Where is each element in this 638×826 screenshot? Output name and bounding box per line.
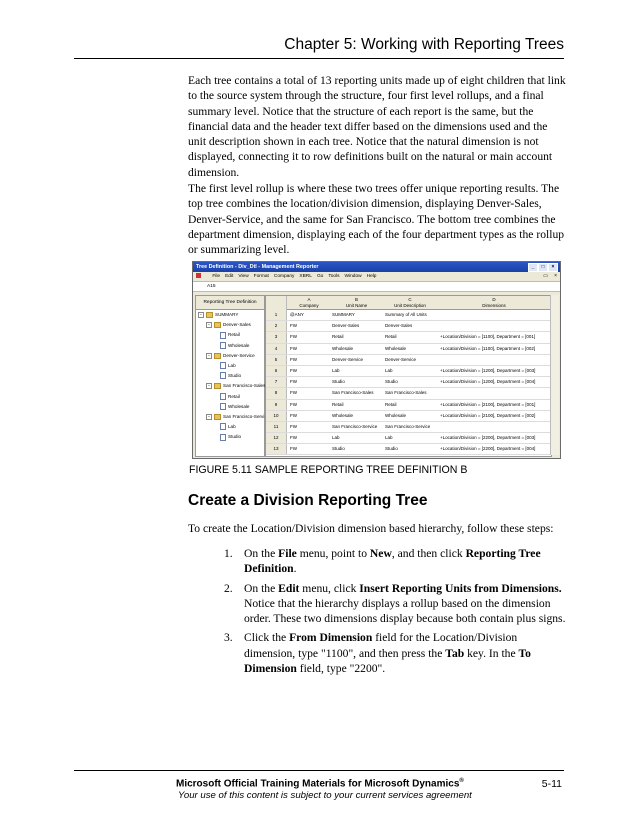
menu-item-tools[interactable]: Tools	[328, 274, 340, 279]
folder-icon	[214, 414, 221, 420]
step-text: On the	[244, 547, 279, 560]
vertical-scrollbar[interactable]	[550, 295, 559, 455]
table-cell[interactable]: Denver-Sales	[385, 323, 413, 329]
tree-node-label: Retail	[228, 393, 240, 399]
table-row[interactable]	[266, 344, 551, 355]
step-text: Click the	[244, 631, 290, 645]
table-cell[interactable]: Summary of All Units	[385, 312, 427, 317]
table-cell[interactable]: FW	[290, 435, 297, 441]
menu-item-file[interactable]: File	[212, 274, 221, 279]
table-row[interactable]	[266, 388, 551, 399]
row-number: 5	[266, 355, 287, 365]
grid-header	[266, 296, 551, 310]
table-cell[interactable]: San Francisco-Sales	[332, 390, 374, 396]
menu-item-go[interactable]: Go	[316, 274, 324, 279]
row-number: 11	[266, 422, 287, 432]
table-cell[interactable]: Lab	[332, 367, 340, 373]
table-cell[interactable]: @ANY	[290, 312, 304, 317]
tree-node[interactable]	[196, 392, 264, 402]
step-number: 1.	[224, 547, 233, 560]
table-cell[interactable]: San Francisco-Service	[385, 423, 431, 429]
row-number: 13	[266, 444, 287, 454]
footer-line-2: Your use of this content is subject to your current services agreement	[178, 790, 472, 801]
footer-line-1: Microsoft Official Training Materials for Microsoft Dynamics®	[176, 778, 464, 790]
table-cell[interactable]: +Location/Division = [1200], Department = [004]	[440, 379, 536, 385]
window-title: Tree Definition - Div_Dtl - Management Reporter	[196, 264, 319, 270]
menu-item-help[interactable]: Help	[366, 274, 377, 279]
table-row[interactable]	[266, 433, 551, 444]
app-icon	[196, 273, 201, 278]
document-icon	[220, 332, 226, 339]
document-icon	[220, 372, 226, 379]
table-cell[interactable]: Denver-Service	[332, 356, 364, 362]
tree-pane	[195, 295, 265, 457]
table-cell[interactable]: FW	[290, 423, 297, 429]
folder-icon	[206, 312, 213, 318]
figure-screenshot	[192, 261, 561, 459]
table-row[interactable]	[266, 310, 551, 321]
menu-item-xbrl[interactable]: XBRL	[299, 274, 312, 279]
table-cell[interactable]: San Francisco-Sales	[385, 390, 427, 396]
table-cell[interactable]: Retail	[332, 401, 344, 407]
document-icon	[220, 434, 226, 441]
step-text: On the	[244, 581, 279, 595]
row-number: 1	[266, 310, 287, 320]
table-cell[interactable]: San Francisco-Service	[332, 423, 378, 429]
chapter-header: Chapter 5: Working with Reporting Trees	[284, 36, 564, 53]
close-icon[interactable]: ×	[548, 263, 558, 272]
table-cell[interactable]: FW	[290, 345, 297, 351]
table-cell[interactable]: Lab	[332, 435, 340, 441]
table-cell[interactable]: FW	[290, 367, 297, 373]
tree-node-label: Lab	[228, 362, 236, 368]
tree-node-label: Wholesale	[228, 342, 250, 348]
table-cell[interactable]: Lab	[385, 435, 393, 441]
table-cell[interactable]: +Location/Division = [1200], Department = [003]	[440, 367, 536, 373]
tree-node[interactable]	[196, 320, 264, 330]
table-cell[interactable]: +Location/Division = [2200], Department = [003]	[440, 435, 536, 441]
step-text: , and then click	[391, 547, 466, 560]
collapse-icon[interactable]: −	[207, 321, 211, 327]
step-text: .	[293, 562, 297, 576]
cell-reference-bar[interactable]	[193, 282, 560, 292]
table-cell[interactable]: FW	[290, 356, 297, 362]
table-row[interactable]	[266, 366, 551, 377]
step-text: key. In the	[464, 646, 519, 660]
row-number: 10	[266, 411, 287, 421]
tree-grid	[265, 295, 552, 457]
table-cell[interactable]: FW	[290, 412, 297, 418]
table-row[interactable]	[266, 321, 551, 332]
menu-item-company[interactable]: Company	[273, 274, 295, 279]
row-number-header	[266, 296, 287, 310]
step-number: 2.	[224, 581, 233, 595]
table-cell[interactable]: FW	[290, 390, 297, 396]
menu-item-window[interactable]: Window	[344, 274, 362, 279]
tree-node[interactable]	[196, 432, 264, 442]
step-item	[224, 546, 566, 577]
tree-node-label: Studio	[228, 434, 242, 440]
collapse-icon[interactable]: −	[199, 311, 203, 317]
ui-term: Reporting Tree Definition	[244, 547, 541, 576]
column-header[interactable]: A Company	[299, 297, 319, 308]
ui-term: Edit	[278, 581, 300, 595]
tree-node-label: San Francisco-Sales	[223, 383, 266, 389]
tree-node-label: Denver-Service	[223, 352, 255, 358]
tree-node[interactable]	[196, 351, 264, 361]
row-number: 2	[266, 321, 287, 331]
table-cell[interactable]: Studio	[385, 379, 398, 385]
table-cell[interactable]: Wholesale	[332, 412, 354, 418]
step-text: menu, click	[299, 581, 360, 595]
folder-icon	[214, 353, 221, 359]
tree-node-label: Studio	[228, 373, 242, 379]
tree-node[interactable]	[196, 402, 264, 412]
step-text: menu, point to	[296, 547, 370, 560]
table-cell[interactable]: Wholesale	[332, 345, 354, 351]
ui-term: From Dimension	[289, 631, 373, 645]
minimize-icon[interactable]: _	[528, 263, 538, 272]
table-row[interactable]	[266, 422, 551, 433]
collapse-icon[interactable]: −	[207, 413, 211, 419]
tree-node[interactable]	[196, 341, 264, 351]
tree-node-label: SUMMARY	[215, 312, 239, 317]
ui-term: File	[278, 547, 297, 560]
document-icon	[220, 423, 226, 430]
table-cell[interactable]: +Location/Division = [2100], Department = [002]	[440, 412, 536, 418]
paragraph-2: The first level rollup is where these two trees offer unique reporting results. The top tree combines the location/division dimension, displaying Denver-Sales, Denver-Service, and the same for San Francisco. The bottom tree combines the department dimension, displaying each of the four department types as the rollup or summarizing level.	[188, 182, 565, 257]
table-cell[interactable]: FW	[290, 379, 297, 385]
folder-icon	[214, 383, 221, 389]
table-cell[interactable]: Retail	[332, 334, 344, 340]
table-cell[interactable]: Studio	[385, 446, 398, 452]
table-cell[interactable]: Studio	[332, 379, 345, 385]
ui-term: To Dimension	[244, 646, 531, 676]
tree-node[interactable]	[196, 412, 264, 422]
table-cell[interactable]: FW	[290, 446, 297, 452]
tree-node[interactable]	[196, 330, 264, 340]
table-cell[interactable]: Wholesale	[385, 412, 407, 418]
step-text: field for the Location/Division dimension, type "1100", and then press the	[244, 631, 518, 660]
page-number: 5-11	[541, 778, 562, 790]
row-number: 8	[266, 388, 287, 398]
figure-caption: FIGURE 5.11 SAMPLE REPORTING TREE DEFINITION B	[189, 464, 468, 476]
tree-node[interactable]	[196, 381, 264, 391]
table-cell[interactable]: +Location/Division = [2100], Department = [001]	[440, 401, 536, 407]
steps-list	[224, 546, 566, 680]
table-cell[interactable]: Lab	[385, 367, 393, 373]
maximize-icon[interactable]: □	[538, 263, 548, 272]
menu-item-format[interactable]: Format	[253, 274, 269, 279]
table-row[interactable]	[266, 332, 551, 343]
table-row[interactable]	[266, 400, 551, 411]
table-cell[interactable]: Denver-Service	[385, 356, 417, 362]
table-row[interactable]	[266, 444, 551, 455]
step-item	[224, 630, 566, 676]
menu-item-edit[interactable]: Edit	[225, 274, 234, 279]
step-number: 3.	[224, 631, 233, 645]
tree-node-label: Lab	[228, 424, 236, 430]
header-rule	[74, 58, 564, 59]
tree-node[interactable]	[196, 371, 264, 381]
table-row[interactable]	[266, 411, 551, 422]
tree-node[interactable]	[196, 422, 264, 432]
table-cell[interactable]: +Location/Division = [2200], Department = [004]	[440, 446, 536, 452]
step-text: Notice that the hierarchy displays a rollup based on the dimension order. These two dimensions display because both contain plus signs.	[244, 596, 566, 626]
window-titlebar	[193, 262, 560, 272]
table-cell[interactable]: +Location/Division = [1100], Department = [001]	[440, 334, 536, 340]
document-icon	[220, 362, 226, 369]
tree-node-label: Retail	[228, 332, 240, 338]
tree-node-label: Wholesale	[228, 403, 250, 409]
table-cell[interactable]: Studio	[332, 446, 345, 452]
row-number: 4	[266, 344, 287, 354]
column-header[interactable]: B Unit Name	[345, 297, 368, 308]
footer-rule	[74, 770, 564, 771]
tree-node-label: San Francisco-Servi	[223, 413, 265, 419]
table-cell[interactable]: FW	[290, 401, 297, 407]
table-cell[interactable]: SUMMARY	[332, 312, 355, 317]
column-header[interactable]: D Dimensions	[482, 297, 506, 308]
column-header[interactable]: C Unit Description	[394, 297, 426, 308]
table-cell[interactable]: FW	[290, 334, 297, 340]
document-icon	[220, 342, 226, 349]
table-cell[interactable]: Retail	[385, 334, 397, 340]
table-cell[interactable]: Retail	[385, 401, 397, 407]
intro-text: To create the Location/Division dimension based hierarchy, follow these steps:	[188, 522, 554, 535]
table-row[interactable]	[266, 355, 551, 366]
step-text: field, type "2200".	[296, 662, 386, 676]
tree-node-label: Denver-Sales	[223, 322, 251, 328]
menu-bar	[193, 272, 560, 282]
ui-term: Tab	[445, 646, 465, 660]
step-item	[224, 581, 566, 627]
table-row[interactable]	[266, 377, 551, 388]
row-number: 7	[266, 377, 287, 387]
tree-pane-header: Reporting Tree Definition	[196, 296, 264, 310]
menu-item-view[interactable]: View	[238, 274, 249, 279]
ui-term: Insert Reporting Units from Dimensions.	[359, 581, 562, 595]
tree-node[interactable]	[196, 310, 264, 320]
table-cell[interactable]: Denver-Sales	[332, 323, 360, 329]
row-number: 12	[266, 433, 287, 443]
table-cell[interactable]: Wholesale	[385, 345, 407, 351]
document-icon	[220, 393, 226, 400]
tree-node[interactable]	[196, 361, 264, 371]
row-number: 9	[266, 400, 287, 410]
table-cell[interactable]: FW	[290, 323, 297, 329]
section-title: Create a Division Reporting Tree	[188, 492, 428, 509]
paragraph-1: Each tree contains a total of 13 reporting units made up of eight children that link to the source system through the structure, four first level rollups, and a final summary level. Notice that the structure of each report is the same, but the financial data and the header text differ based on the dimensions used and the unit description shown in each tree. Notice that the natural dimension is not displayed, connecting it to row definitions built on the natural or main account dimension.	[188, 74, 566, 179]
restore-icon[interactable]: ▭	[543, 273, 548, 279]
collapse-icon[interactable]: −	[207, 383, 211, 389]
folder-icon	[214, 322, 221, 328]
ui-term: New	[369, 547, 392, 560]
table-cell[interactable]: +Location/Division = [1100], Department = [002]	[440, 345, 536, 351]
row-number: 3	[266, 332, 287, 342]
cell-reference: A15	[207, 284, 216, 289]
document-icon	[220, 403, 226, 410]
collapse-icon[interactable]: −	[207, 352, 211, 358]
mdi-close-icon[interactable]: ×	[554, 273, 557, 279]
row-number: 6	[266, 366, 287, 376]
